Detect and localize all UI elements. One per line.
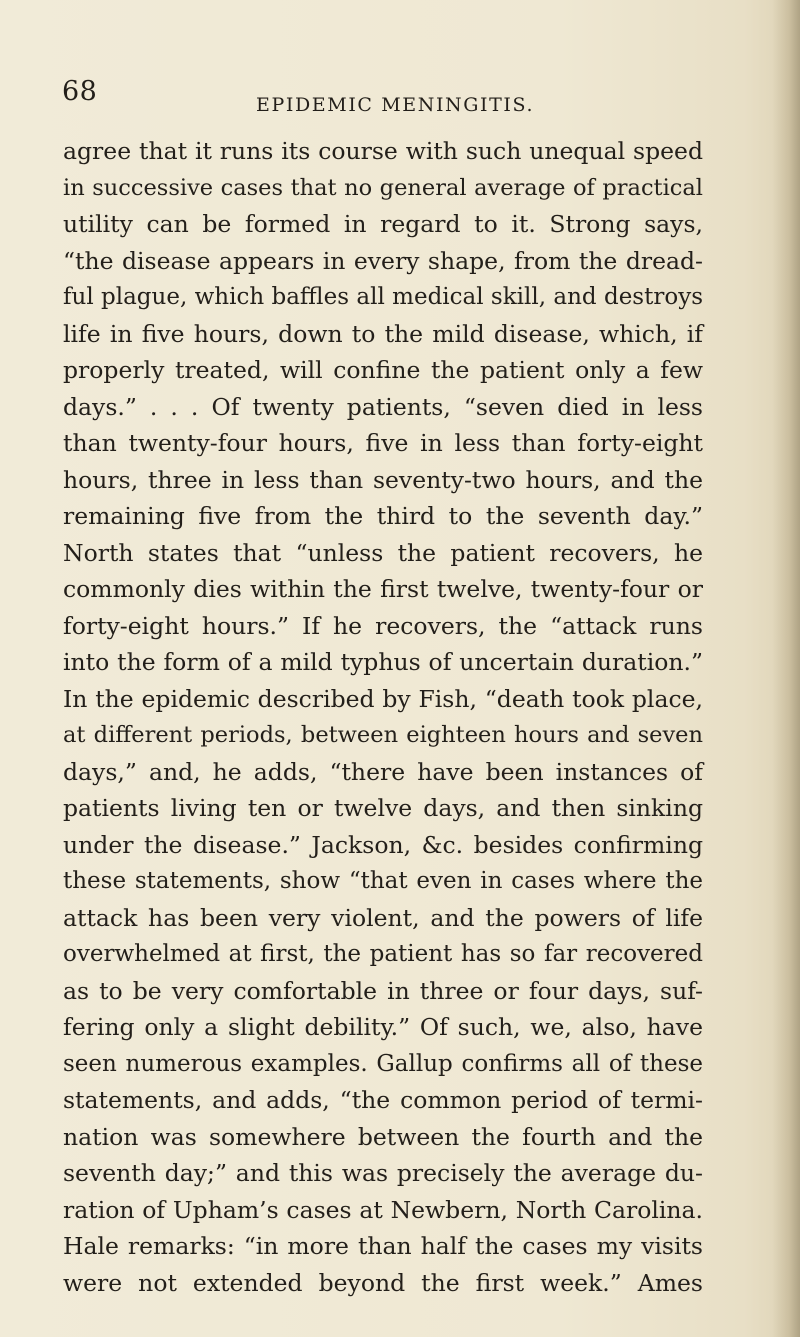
text-line: days.” . . . Of twenty patients, “seven died in less bbox=[63, 392, 703, 421]
text-line: under the disease.” Jackson, &c. besides confirming bbox=[63, 830, 703, 859]
running-title: EPIDEMIC MENINGITIS. bbox=[256, 94, 535, 116]
text-line: seventh day;” and this was precisely the average du- bbox=[63, 1159, 703, 1187]
page-edge-shadow bbox=[772, 0, 800, 1337]
text-line: statements, and adds, “the common period of termi- bbox=[63, 1086, 703, 1114]
text-line: days,” and, he adds, “there have been instances of bbox=[63, 757, 703, 786]
text-line: at different periods, between eighteen hours and seven bbox=[63, 722, 703, 748]
text-line: these statements, show “that even in cases where the bbox=[63, 868, 703, 894]
text-line: utility can be formed in regard to it. Strong says, bbox=[63, 210, 703, 238]
text-line: ful plague, which baffles all medical skill, and destroys bbox=[63, 284, 703, 310]
text-line: attack has been very violent, and the powers of life bbox=[63, 903, 703, 932]
text-line: than twenty-four hours, five in less than forty-eight bbox=[63, 429, 703, 457]
text-line: into the form of a mild typhus of uncertain duration.” bbox=[63, 648, 703, 676]
text-line: commonly dies within the first twelve, twenty-four or bbox=[63, 575, 703, 603]
text-line: In the epidemic described by Fish, “death took place, bbox=[63, 684, 703, 713]
text-line: seen numerous examples. Gallup confirms all of these bbox=[63, 1050, 703, 1077]
text-line: hours, three in less than seventy-two hours, and the bbox=[63, 465, 703, 494]
text-line: nation was somewhere between the fourth and the bbox=[63, 1122, 703, 1151]
text-line: forty-eight hours.” If he recovers, the “attack runs bbox=[63, 611, 703, 640]
text-line: as to be very comfortable in three or four days, suf- bbox=[63, 976, 703, 1005]
text-line: in successive cases that no general average of practical bbox=[63, 174, 703, 201]
text-line: ration of Upham’s cases at Newbern, North Carolina. bbox=[63, 1195, 703, 1224]
text-line: agree that it runs its course with such unequal speed bbox=[63, 137, 703, 165]
text-line: properly treated, will confine the patient only a few bbox=[63, 356, 703, 384]
page-number: 68 bbox=[62, 76, 98, 107]
text-line: Hale remarks: “in more than half the cases my visits bbox=[63, 1232, 703, 1260]
text-line: fering only a slight debility.” Of such, we, also, have bbox=[63, 1013, 703, 1041]
text-line: “the disease appears in every shape, from the dread- bbox=[63, 246, 703, 275]
body-paragraph bbox=[63, 133, 703, 1301]
text-line: overwhelmed at first, the patient has so far recovered bbox=[63, 941, 703, 967]
text-line: patients living ten or twelve days, and then sinking bbox=[63, 794, 703, 822]
text-line: were not extended beyond the first week.” Ames bbox=[63, 1268, 703, 1297]
text-line: North states that “unless the patient recovers, he bbox=[63, 538, 703, 567]
text-line: life in five hours, down to the mild disease, which, if bbox=[63, 319, 703, 348]
text-line: remaining five from the third to the seventh day.” bbox=[63, 502, 703, 530]
